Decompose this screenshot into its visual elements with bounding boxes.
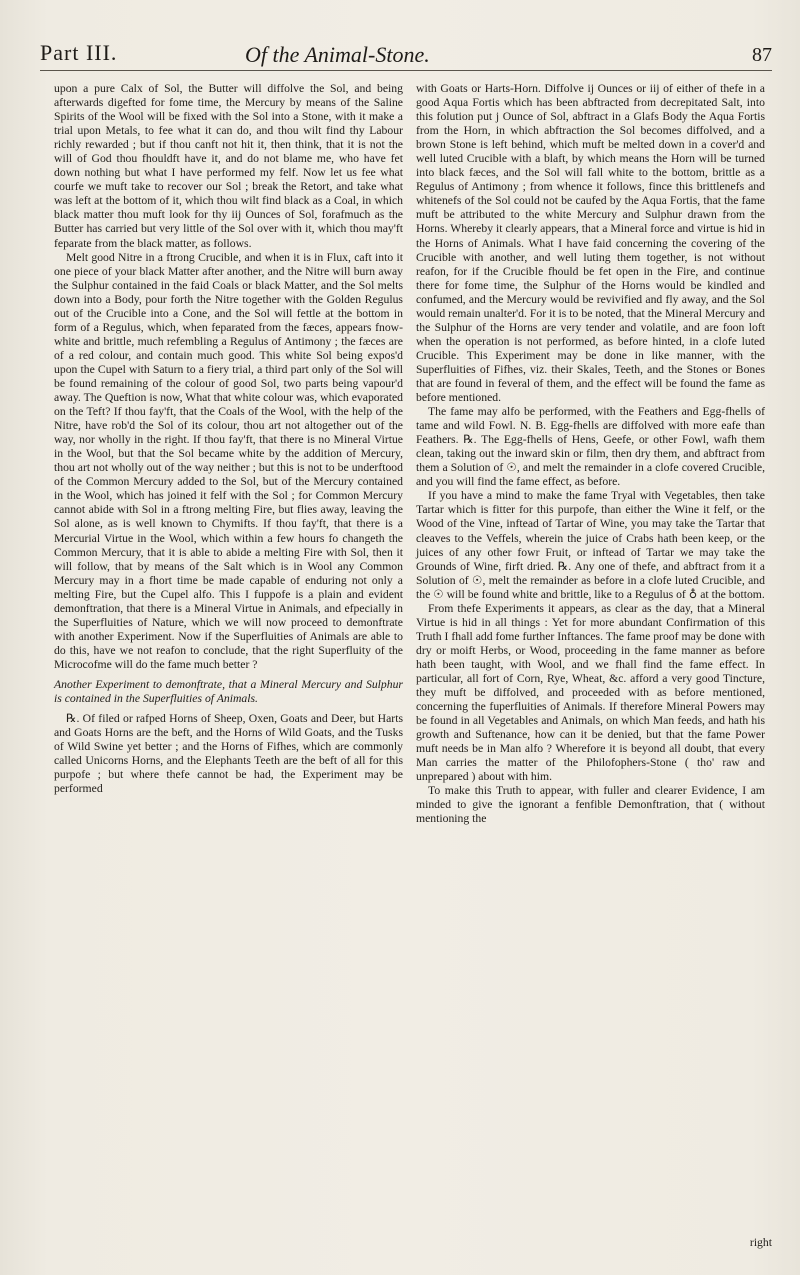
- paragraph: From thefe Experiments it appears, as clear as the day, that a Mineral Virtue is hid in all things : Yet for more abundant Confirmation of this Truth I fhall add fome further Inftances. The fame proof may be done with dry or moift Herbs, or Wood, proceeding in the fame manner as before hath been taught, with Wool, and we fhall find the fame effect. In particular, all fort of Corn, Rye, Wheat, &c. afford a very good Tincture, they muft be diffolved, and proceeded with as before mentioned, concerning the fuperfluities of Animals. If therefore Mineral Powers may be found in all Vegetables and Animals, on which Man feeds, and hath his growth and Suftenance, how can it be denied, but that the fame Power muft needs be in Man alfo ? Wherefore it is beyond all doubt, that every Man carries the matter of the Philofophers-Stone ( tho' raw and unprepared ) about with him.: [416, 601, 765, 784]
- page-number: 87: [752, 44, 772, 66]
- paragraph: The fame may alfo be performed, with the Feathers and Egg-fhells of tame and wild Fowl. N. B. Egg-fhells are diffolved with more eafe than Feathers. ℞. The Egg-fhells of Hens, Geefe, or other Fowl, wafh them clean, taking out the inward skin or film, then dry them, and abftract from them a Solution of ☉, and melt the remainder in a clofe covered Crucible, and you will find the fame effect, as before.: [416, 405, 765, 489]
- paragraph: ℞. Of filed or rafped Horns of Sheep, Oxen, Goats and Deer, but Harts and Goats Horns are the beft, and the Horns of Wild Goats, and the Tusks of Wild Swine yet better ; and the Horns of Fifhes, which are commonly called Unicorns Horns, and the Elephants Teeth are the beft of all for this purpofe ; but where thefe cannot be had, the Experiment may be performed: [54, 711, 403, 796]
- running-title: Of the Animal-Stone.: [245, 42, 430, 67]
- paragraph: To make this Truth to appear, with fuller and clearer Evidence, I am minded to give the ignorant a fenfible Demonftration, that ( without mentioning the: [416, 784, 765, 826]
- part-label: Part III.: [40, 40, 118, 65]
- header-rule: [40, 70, 772, 71]
- paragraph: with Goats or Harts-Horn. Diffolve ij Ounces or iij of either of thefe in a good Aqua Fortis which has been abftracted from decrepitated Salt, into this folution put j Ounce of Sol, abftract in a Glafs Body the Aqua Fortis from the Horn, in which abftraction the Sol becomes diffolved, and a brown Stone is left behind, which muft be melted down in a cover'd and well luted Crucible with a blaft, by which means the Horn will be turned into black fæces, and the Sol will fall white to the bottom, brittle as a Regulus of Antimony ; from whence it follows, fince this brittlenefs and whitenefs of the Sol could not be caufed by the Aqua Fortis, that the fame muft be attributed to the white Mercury and Sulphur drawn from the Horns. Whereby it clearly appears, that a Mineral force and virtue is hid in the Horns of Animals. What I have faid concerning the covering of the Crucible with another, and well luting them together, is not without reafon, for if the Crucible fhould be fet open in the Fire, and continue there for fome time, the Sulphur of the Horns would be kindled and confumed, and the Mercury would be revivified and fly away, and the Sol would remain unalter'd. For it is to be noted, that the Mineral Mercury and the Sulphur of the Horns are very tender and volatile, and are foon loft when the operation is not performed, as before hinted, in a clofe luted Crucible. This Experiment may be done in like manner, with the Superfluities of Fifhes, viz. their Skales, Teeth, and the Stones or Bones that are found in feveral of them, and the effect will be found the fame as before mentioned.: [416, 82, 765, 405]
- left-column: [54, 82, 403, 796]
- paragraph: Melt good Nitre in a ftrong Crucible, and when it is in Flux, caft into it one piece of your black Matter after another, and the Nitre will burn away the Sulphur contained in the faid Coals or black Matter, and the Sol melts down into a Body, pour forth the Nitre together with the Golden Regulus out of the Crucible into a Cone, and the Sol will fettle at the bottom in form of a Regulus, which, when feparated from the fæces, appears fnow-white and brittle, much refembling a Regulus of Antimony ; the fæces are of a red colour, and contain much good. This white Sol being expos'd upon the Cupel with Saturn to a fiery trial, a third part only of the Sol will be found remaining of the colour of good Sol, two parts being vapour'd away. The Queftion is now, What that white colour was, which evaporated on the Teft? If thou fay'ft, that the Coals of the Wool, with the help of the Nitre, have rob'd the Sol of its colour, thou art not altogether out of the way, nor wholly in the right. If thou fay'ft, that there is no Mineral Virtue in the Wool, but that the Sol became white by the addition of Mercury, thou art not wholly out of the way neither ; but this is not to be underftood of the Common Mercury added to the Sol, but of the Mercury contained in the Wool, which has joined it felf with the Sol ; for Common Mercury cannot abide with Sol in a ftrong melting Fire, but flies away, leaving the Sol alone, as is well known to Chymifts. If thou fay'ft, that there is a Mercurial Virtue in the Wool, which within a few hours fo changeth the Common Mercury, that it is able to abide a melting Fire with Sol, then it will follow, that by means of the Salt which is in Wool any Common Mercury may in a fhort time be made capable of enduring not only a melting Fire, but the Cupel alfo. This I fuppofe is a plain and evident demonftration, that there is a Mineral Virtue in Animals, and efpecially in the Superfluities of Nature, which we will now proceed to demonftrate with another Experiment. Now if the Superfluities of Animals are able to do this, have we not reafon to conclude, that the right Superfluity of the Microcofme will do the fame much better ?: [54, 250, 403, 671]
- catchword: right: [749, 1236, 772, 1249]
- paragraph: upon a pure Calx of Sol, the Butter will diffolve the Sol, and being afterwards digefted for fome time, the Mercury by means of the Saline Spirits of the Wool will be fixed with the Sol into a Stone, with it make a trial upon Metals, to fee what it can do, and thou wilt find thy Labour richly rewarded ; but if thou canft not hit it, then think, that it is not the will of God thou fhouldft have it, and do not blame me, who have fet down nothing but what I have performed my felf. Now let us fee what courfe we muft take to recover our Sol ; break the Retort, and take what was left at the bottom of it, which thou wilt find black as a Coal, in which black matter thou muft look for thy iij Ounces of Sol, forafmuch as the Butter has carried but very little of the Sol over with it, which thou may'ft feparate from the black matter, as follows.: [54, 82, 403, 250]
- running-header: [40, 40, 772, 68]
- paragraph: If you have a mind to make the fame Tryal with Vegetables, then take Tartar which is fitter for this purpofe, than either the Wine it felf, or the Wood of the Vine, inftead of Tartar of Wine, you may take the Tartar that cleaves to the Veffels, wherein the juice of Crabs hath been keep, or the juices of any other fowr Fruit, or inftead of Tartar we may take the Grounds of Wine, firft dried. ℞. Any one of thefe, and abftract from it a Solution of ☉, melt the remainder as before in a clofe luted Crucible, and the ☉ will be found white and brittle, like to a Regulus of ♁ at the bottom.: [416, 489, 765, 601]
- right-column: [416, 82, 765, 826]
- section-heading: Another Experiment to demonftrate, that a Mineral Mercury and Sulphur is contained in the Superfluities of Animals.: [54, 677, 403, 705]
